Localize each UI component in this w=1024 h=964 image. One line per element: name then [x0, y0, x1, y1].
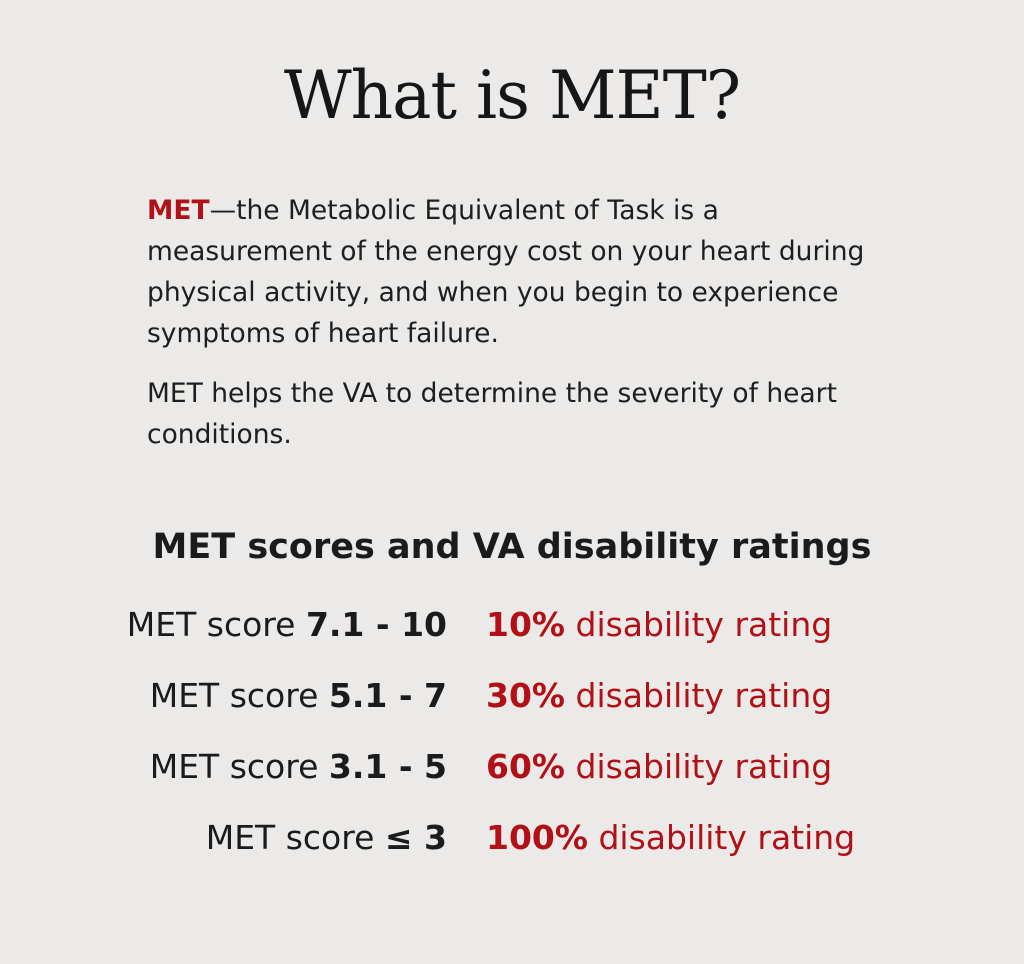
met-highlight: MET [147, 195, 210, 226]
rating-percent: 10% [486, 605, 565, 644]
intro-text: —the Metabolic Equivalent of Task is a measurement of the energy cost on your heart during physical activity, and when you begin to experience symptoms of heart failure. [147, 195, 865, 349]
met-score [127, 600, 447, 650]
ratings-list [0, 600, 1024, 884]
rating-row [0, 813, 1024, 884]
rating-label: disability rating [575, 747, 833, 786]
disability-rating [486, 671, 832, 721]
rating-label: disability rating [598, 818, 856, 857]
met-score-label: MET score [149, 676, 319, 715]
disability-rating [486, 742, 832, 792]
rating-percent: 60% [486, 747, 565, 786]
met-score-range: 5.1 - 7 [328, 676, 447, 715]
intro-paragraph [147, 190, 907, 354]
disability-rating [486, 813, 855, 863]
disability-rating [486, 600, 832, 650]
intro-paragraph-2: MET helps the VA to determine the severity of heart conditions. [147, 378, 837, 450]
rating-row [0, 671, 1024, 742]
met-score-label: MET score [205, 818, 375, 857]
met-score [150, 742, 447, 792]
ratings-subtitle: MET scores and VA disability ratings [152, 527, 872, 567]
rating-percent: 30% [486, 676, 565, 715]
rating-label: disability rating [575, 676, 833, 715]
met-score [206, 813, 447, 863]
met-score [150, 671, 447, 721]
rating-row [0, 742, 1024, 813]
met-score-range: 3.1 - 5 [328, 747, 447, 786]
page-title: What is MET? [283, 57, 741, 134]
met-score-label: MET score [149, 747, 319, 786]
met-score-label: MET score [126, 605, 296, 644]
rating-row [0, 600, 1024, 671]
rating-percent: 100% [486, 818, 588, 857]
rating-label: disability rating [575, 605, 833, 644]
met-score-range: ≤ 3 [384, 818, 447, 857]
met-score-range: 7.1 - 10 [305, 605, 447, 644]
